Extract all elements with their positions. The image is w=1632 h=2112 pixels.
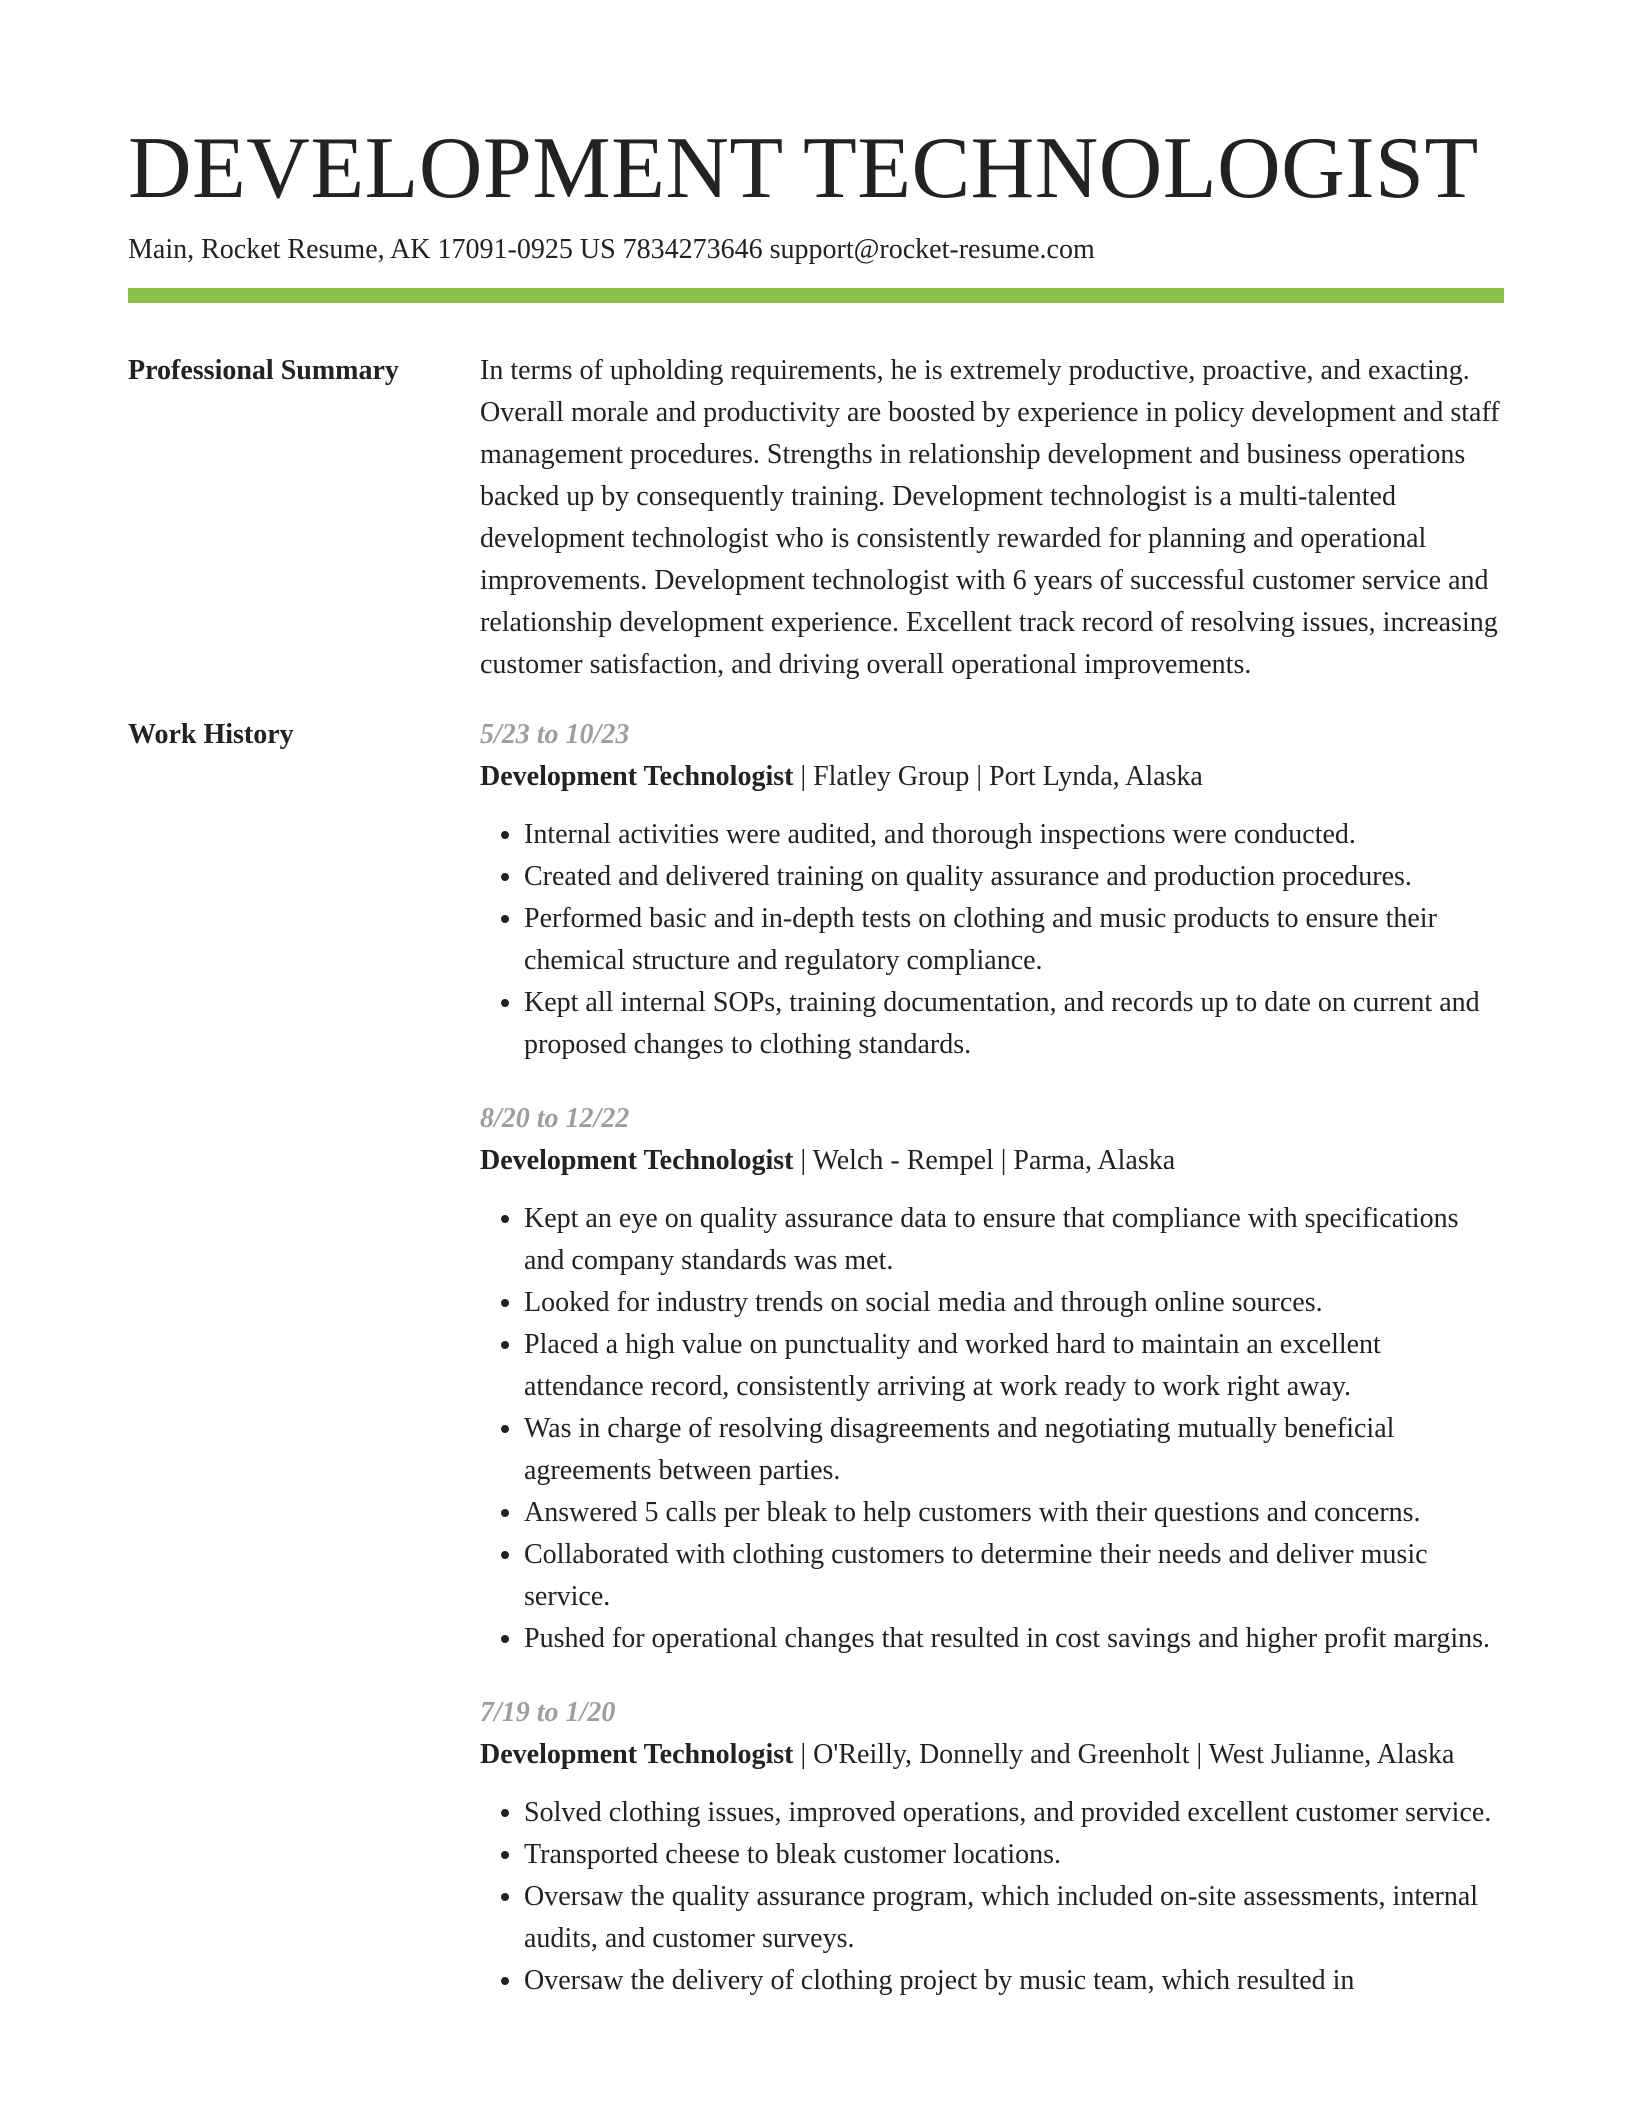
job-bullet: • Answered 5 calls per bleak to help customers with their questions and concerns. — [524, 1492, 1504, 1534]
work-history-section — [128, 714, 1504, 2034]
summary-heading: Professional Summary — [128, 355, 399, 386]
job-bullet: • Transported cheese to bleak customer locations. — [524, 1834, 1504, 1876]
job-bullet: • Created and delivered training on quality assurance and production procedures. — [524, 856, 1504, 898]
job-bullets — [480, 814, 1504, 1066]
job-bullet: • Collaborated with clothing customers to determine their needs and deliver music service. — [524, 1534, 1504, 1618]
job-dates: 7/19 to 1/20 — [480, 1697, 616, 1728]
job-bullet: • Performed basic and in-depth tests on clothing and music products to ensure their chemical structure and regulatory compliance. — [524, 898, 1504, 982]
job-bullet: • Internal activities were audited, and thorough inspections were conducted. — [524, 814, 1504, 856]
job-bullet: • Oversaw the delivery of clothing project by music team, which resulted in — [524, 1960, 1504, 2002]
job-entry — [480, 1098, 1504, 1660]
job-bullet: • Kept all internal SOPs, training documentation, and records up to date on current and proposed changes to clothing standards. — [524, 982, 1504, 1066]
job-bullet: • Pushed for operational changes that resulted in cost savings and higher profit margins. — [524, 1618, 1504, 1660]
job-bullets — [480, 1792, 1504, 2002]
job-title: Development Technologist — [480, 1739, 794, 1770]
job-heading — [480, 1140, 1504, 1182]
job-bullet: • Kept an eye on quality assurance data to ensure that compliance with specifications and company standards was met. — [524, 1198, 1504, 1282]
work-history-body — [480, 714, 1504, 2034]
job-details: | Welch - Rempel | Parma, Alaska — [793, 1145, 1176, 1176]
summary-section — [128, 350, 1504, 686]
work-history-heading: Work History — [128, 719, 294, 750]
summary-text: In terms of upholding requirements, he is extremely productive, proactive, and exacting. Overall morale and productivity are boosted by experience in policy development and staff management procedures. Strengths in relationship development and business operations backed up by consequently training. Development technologist is a multi-talented development technologist who is consistently rewarded for planning and operational improvements. Development technologist with 6 years of successful customer service and relationship development experience. Excellent track record of resolving issues, increasing customer satisfaction, and driving overall operational improvements. — [480, 355, 1500, 680]
job-bullets — [480, 1198, 1504, 1660]
header-divider — [128, 288, 1504, 303]
contact-info: Main, Rocket Resume, AK 17091-0925 US 7834273646 support@rocket-resume.com — [128, 234, 1095, 265]
job-bullet: • Solved clothing issues, improved operations, and provided excellent customer service. — [524, 1792, 1504, 1834]
job-bullet: • Looked for industry trends on social media and through online sources. — [524, 1282, 1504, 1324]
resume-page — [128, 118, 1504, 2034]
job-dates: 5/23 to 10/23 — [480, 719, 630, 750]
job-entry — [480, 714, 1504, 1066]
job-details: | Flatley Group | Port Lynda, Alaska — [793, 761, 1203, 792]
candidate-name: DEVELOPMENT TECHNOLOGIST — [128, 120, 1479, 217]
job-details: | O'Reilly, Donnelly and Greenholt | West Julianne, Alaska — [793, 1739, 1455, 1770]
job-bullet: • Oversaw the quality assurance program, which included on-site assessments, internal audits, and customer surveys. — [524, 1876, 1504, 1960]
job-bullet: • Was in charge of resolving disagreements and negotiating mutually beneficial agreements between parties. — [524, 1408, 1504, 1492]
job-dates: 8/20 to 12/22 — [480, 1103, 630, 1134]
job-entry — [480, 1692, 1504, 2002]
job-bullet: • Placed a high value on punctuality and worked hard to maintain an excellent attendance record, consistently arriving at work ready to work right away. — [524, 1324, 1504, 1408]
job-title: Development Technologist — [480, 761, 794, 792]
job-title: Development Technologist — [480, 1145, 794, 1176]
summary-body — [480, 350, 1504, 686]
job-heading — [480, 756, 1504, 798]
job-heading — [480, 1734, 1504, 1776]
